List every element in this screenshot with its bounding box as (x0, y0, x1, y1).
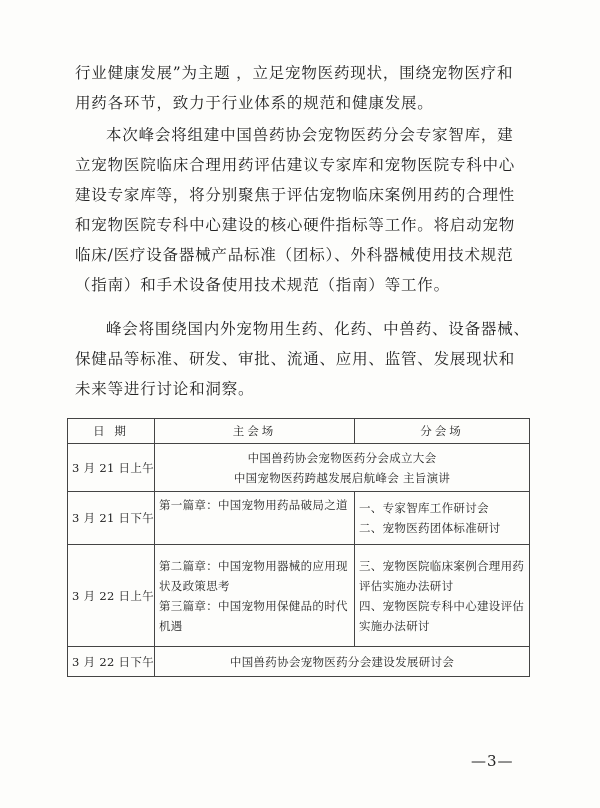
date-cell: 3 月 22 日上午 (68, 545, 155, 647)
text-line: 本次峰会将组建中国兽药协会宠物医药分会专家智库，建 (106, 126, 514, 144)
merged-cell (155, 647, 530, 677)
page-number: —3— (471, 752, 514, 770)
text-line: 保健品等标准、研发、审批、流通、应用、监管、发展现状和 (75, 350, 516, 368)
header-date: 日 期 (68, 419, 155, 444)
sub-venue-cell (355, 545, 530, 647)
session-text: 二、宠物医药团体标准研讨 (359, 521, 501, 535)
table-row (68, 647, 530, 677)
session-text: 第三篇章：中国宠物用保健品的时代机遇 (159, 598, 348, 633)
session-text: 第一篇章：中国宠物用药品破局之道 (159, 498, 348, 512)
session-text: 一、专家智库工作研讨会 (359, 501, 489, 515)
table-row (68, 444, 530, 492)
session-text: 中国宠物医药跨越发展启航峰会 主旨演讲 (233, 470, 451, 485)
text-line: 行业健康发展”为主题 ，立足宠物医药现状，围绕宠物医疗和 (75, 64, 514, 82)
text-line: 用药各环节，致力于行业体系的规范和健康发展。 (75, 94, 434, 112)
text-line: 未来等进行讨论和洞察。 (75, 380, 255, 398)
session-text: 中国兽药协会宠物医药分会建设发展研讨会 (229, 654, 455, 669)
session-text: 三、宠物医院临床案例合理用药评估实施办法研讨 (359, 558, 525, 593)
main-venue-cell (155, 545, 355, 647)
header-main-venue: 主会场 (155, 419, 355, 444)
sub-venue-cell (355, 492, 530, 545)
session-text: 中国兽药协会宠物医药分会成立大会 (247, 450, 437, 465)
session-text: 第二篇章：中国宠物用器械的应用现状及政策思考 (159, 558, 348, 593)
text-line: 立宠物医院临床合理用药评估建议专家库和宠物医院专科中心 (75, 156, 516, 174)
main-venue-cell (155, 492, 355, 545)
text-line: 和宠物医院专科中心建设的核心硬件指标等工作。将启动宠物 (75, 216, 516, 234)
date-cell: 3 月 22 日下午 (68, 647, 155, 677)
text-line: 临床/医疗设备器械产品标准（团标）、外科器械使用技术规范 (75, 246, 514, 264)
text-line: 峰会将围绕国内外宠物用生药、化药、中兽药、设备器械、 (106, 320, 530, 338)
paragraph-1 (75, 58, 530, 118)
header-sub-venue: 分会场 (355, 419, 530, 444)
table-row (68, 492, 530, 545)
date-cell: 3 月 21 日上午 (68, 444, 155, 492)
merged-cell (155, 444, 530, 492)
date-cell: 3 月 21 日下午 (68, 492, 155, 545)
table-row (68, 545, 530, 647)
text-line: （指南）和手术设备使用技术规范（指南）等工作。 (75, 276, 450, 294)
paragraph-2 (75, 120, 530, 300)
schedule-table (67, 418, 530, 677)
text-line: 建设专家库等，将分别聚焦于评估宠物临床案例用药的合理性 (75, 186, 516, 204)
session-text: 四、宠物医院专科中心建设评估实施办法研讨 (359, 598, 525, 633)
paragraph-3 (75, 314, 530, 404)
table-header-row (68, 419, 530, 444)
